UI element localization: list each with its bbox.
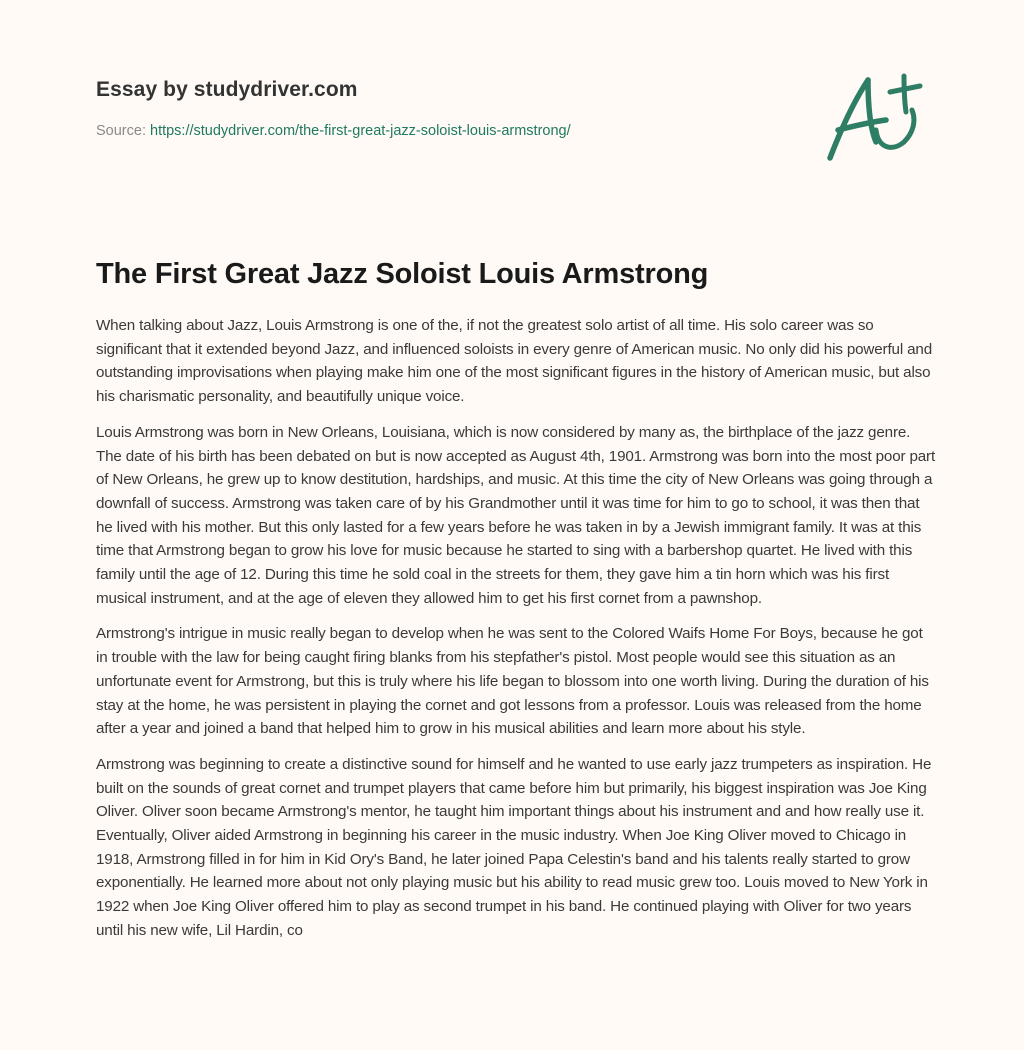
source-link[interactable]: https://studydriver.com/the-first-great-jazz-soloist-louis-armstrong/ [150,123,571,139]
essay-paragraph: Armstrong's intrigue in music really began to develop when he was sent to the Colored Waifs Home For Boys, because he got in trouble with the law for being caught firing blanks from his stepfather's pistol. Most people would see this situation as an unfortunate event for Armstrong, but this is truly where his life began to blossom into one worth living. During the duration of his stay at the home, he was persistent in playing the cornet and got lessons from a professor. Louis was released from the home after a year and joined a band that helped him to grow in his musical abilities and learn more about his style. [96,625,929,738]
essay-paragraph: Louis Armstrong was born in New Orleans, Louisiana, which is now considered by many as, the birthplace of the jazz genre. The date of his birth has been debated on but is now accepted as August 4th, 1901. Armstrong was born into the most poor part of New Orleans, he grew up to know destitution, hardships, and music. At this time the city of New Orleans was going through a downfall of success. Armstrong was taken care of by his Grandmother until it was time for him to go to school, it was then that he lived with his mother. But this only lasted for a few years before he was taken in by a Jewish immigrant family. It was at this time that Armstrong began to grow his love for music because he started to sing with a barbershop quartet. He lived with this family until the age of 12. During this time he sold coal in the streets for them, they gave him a tin horn which was his first musical instrument, and at the age of eleven they allowed him to get his first cornet from a pawnshop. [96,423,936,607]
site-title: Essay by studydriver.com [96,78,358,101]
essay-title: The First Great Jazz Soloist Louis Armstrong [96,258,709,290]
a-plus-grade-icon [824,68,928,164]
page-header [96,76,936,196]
source-line [96,121,936,141]
essay-paragraph: Armstrong was beginning to create a distinctive sound for himself and he wanted to use early jazz trumpeters as inspiration. He built on the sounds of great cornet and trumpet players that came before him but primarily, his biggest inspiration was Joe King Oliver. Oliver soon became Armstrong's mentor, he taught him important things about his instrument and and how really use it. Eventually, Oliver aided Armstrong in beginning his career in the music industry. When Joe King Oliver moved to Chicago in 1918, Armstrong filled in for him in Kid Ory's Band, he later joined Papa Celestin's band and his talents really started to grow exponentially. He learned more about not only playing music but his ability to read music grew too. Louis moved to New York in 1922 when Joe King Oliver offered him to play as second trumpet in his band. He continued playing with Oliver for two years until his new wife, Lil Hardin, co [96,755,932,939]
essay-paragraph: When talking about Jazz, Louis Armstrong is one of the, if not the greatest solo artist of all time. His solo career was so significant that it extended beyond Jazz, and influenced soloists in every genre of American music. No only did his powerful and outstanding improvisations when playing make him one of the most significant figures in the history of American music, but also his charismatic personality, and beautifully unique voice. [96,317,933,406]
source-label: Source: [96,123,150,139]
essay-body [96,314,936,955]
